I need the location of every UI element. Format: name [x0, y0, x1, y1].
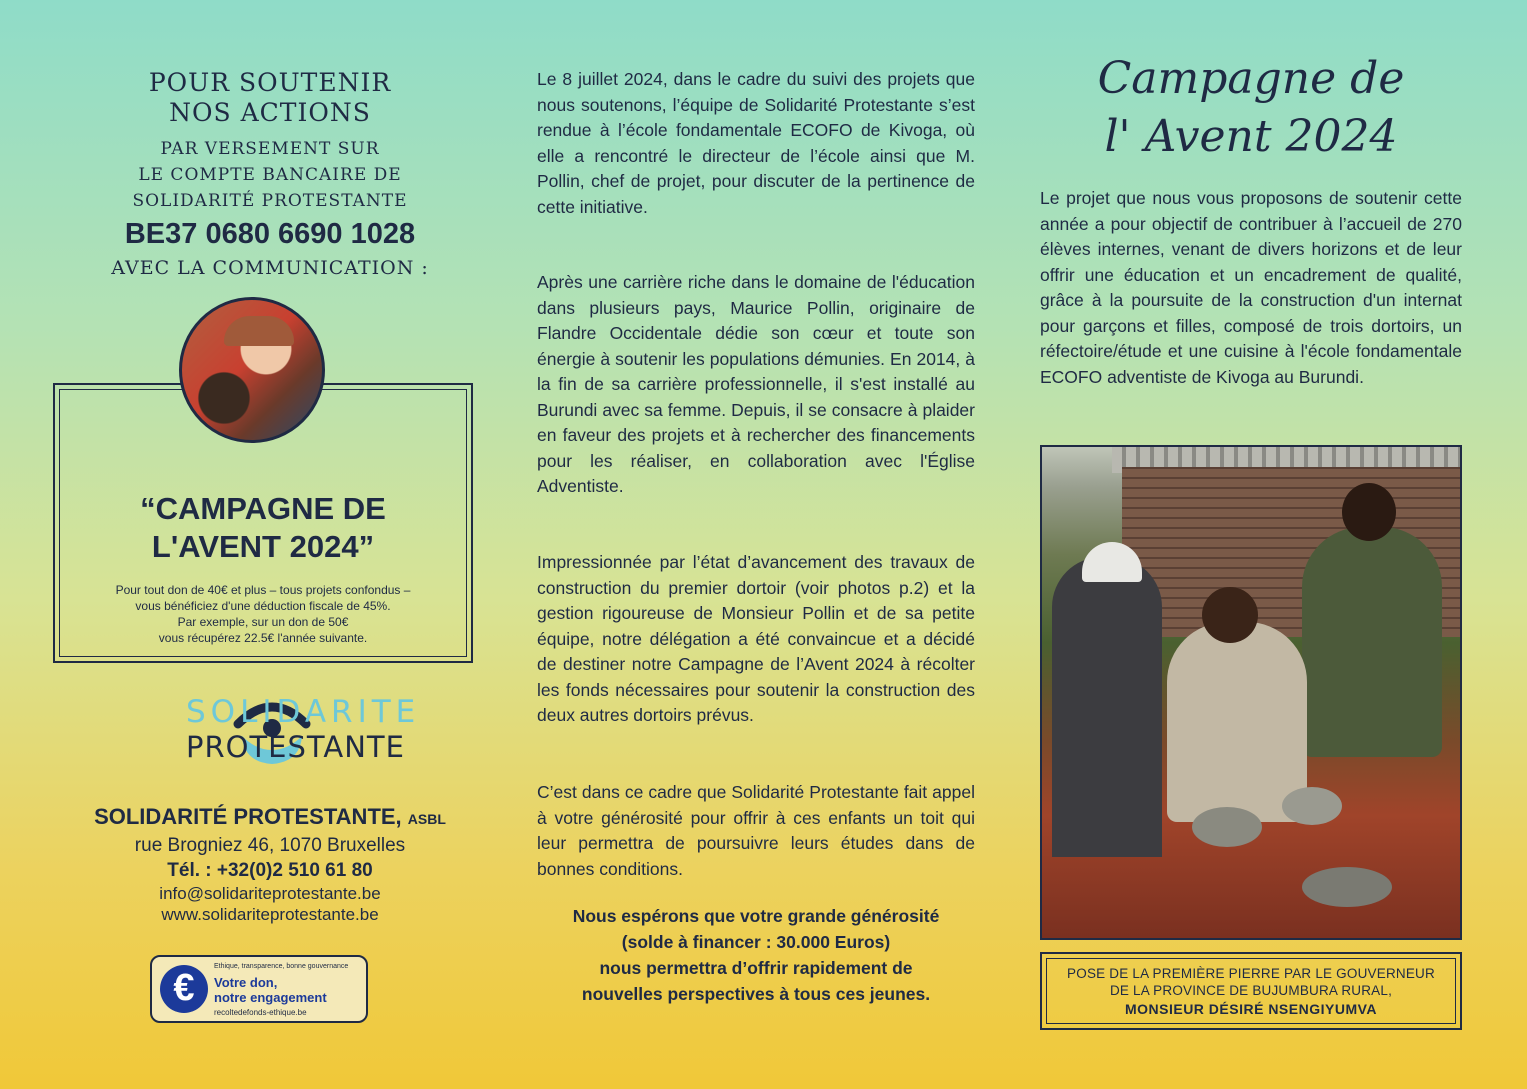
tax-deduction-note: Pour tout don de 40€ et plus – tous projets confondus – vous bénéficiez d'une déduction fiscale de 45%. Par exemple, sur un don de 50€ vous récupérez 22.5€ l'année suivante. [115, 583, 411, 645]
support-subtitle: PAR VERSEMENT SUR LE COMPTE BANCAIRE DE SOLIDARITÉ PROTESTANTE [132, 139, 408, 211]
paragraph-decision: Impressionnée par l’état d’avancement des travaux de construction du premier dortoir (voir photos p.2) et la gestion rigoureuse de Monsieur Pollin et de sa petite équipe, notre délégation a été convaincue et a décidé de destiner notre Campagne de l’Avent 2024 à récolter les fonds nécessaires pour soutenir la construction des deux autres dortoirs prévus. [537, 552, 975, 725]
photo-caption: POSE DE LA PREMIÈRE PIERRE PAR LE GOUVERNEUR DE LA PROVINCE DE BUJUMBURA RURAL, MONSIEUR DÉSIRÉ NSENGIYUMVA [1040, 952, 1462, 1030]
paragraph-visit: Le 8 juillet 2024, dans le cadre du suivi des projets que nous soutenons, l’équipe de Solidarité Protestante s’est rendue à l’école fondamentale ECOFO de Kivoga, où elle a rencontré le directeur de l’école ainsi que M. Pollin, chef de projet, pour discuter de la pertinence de cette initiative. [537, 69, 975, 217]
project-intro: Le projet que nous vous proposons de soutenir cette année a pour objectif de contribuer à l’accueil de 270 élèves internes, venant de divers horizons et de leur offrir une éducation et un encadrement de qualité, grâce à la poursuite de la construction d'un internat pour garçons et filles, composé de trois dortoirs, un réfectoire/étude et une cuisine à l'école fondamentale ECOFO adventiste de Kivoga au Burundi. [1040, 188, 1462, 387]
logo-text-solidarite: SOLIDARITE [186, 694, 421, 730]
iban-number: BE37 0680 6690 1028 [124, 218, 416, 250]
paragraph-pollin: Après une carrière riche dans le domaine de l'éducation dans plusieurs pays, Maurice Pollin, originaire de Flandre Occidentale dédie son cœur et toute son énergie à soutenir les populations démunies. En 2014, à la fin de sa carrière professionnelle, il s'est installé au Burundi avec sa femme. Depuis, il se consacre à plaider en faveur des projets et à rechercher des financements pour les réaliser, en collaboration avec l'Église Adventiste. [537, 272, 975, 496]
construction-photo [1040, 445, 1462, 940]
organization-name: SOLIDARITÉ PROTESTANTE, ASBL [94, 804, 446, 829]
address: rue Brogniez 46, 1070 Bruxelles [134, 835, 406, 856]
project-leader-photo [179, 297, 325, 443]
logo-text-protestante: PROTESTANTE [186, 730, 405, 764]
email-link[interactable]: info@solidariteprotestante.be [159, 884, 381, 903]
middle-column [537, 0, 975, 1089]
closing-statement: Nous espérons que votre grande générosité (solde à financer : 30.000 Euros) nous permettra d’offrir rapidement de nouvelles perspectives à tous ces jeunes. [572, 906, 940, 1004]
campaign-title: “CAMPAGNE DE L'AVENT 2024” [140, 491, 386, 564]
left-column [40, 0, 500, 1089]
campaign-script-title: Campagne de l' Avent 2024 [1097, 53, 1405, 162]
support-title: POUR SOUTENIR NOS ACTIONS [148, 68, 392, 127]
paragraph-appeal: C’est dans ce cadre que Solidarité Protestante fait appel à votre générosité pour offrir à ces enfants un toit qui leur permettra de poursuivre leurs études dans de bonnes conditions. [537, 782, 975, 879]
website-link[interactable]: www.solidariteprotestante.be [161, 905, 379, 924]
right-column [1040, 0, 1462, 1089]
ethics-badge: € Ethique, transparence, bonne gouvernance Votre don, notre engagement recoltedefonds-ethique.be [150, 955, 368, 1023]
euro-icon: € [160, 965, 208, 1013]
communication-label: AVEC LA COMMUNICATION : [111, 257, 429, 279]
solidarite-protestante-logo [102, 690, 442, 770]
phone: Tél. : +32(0)2 510 61 80 [167, 860, 373, 881]
